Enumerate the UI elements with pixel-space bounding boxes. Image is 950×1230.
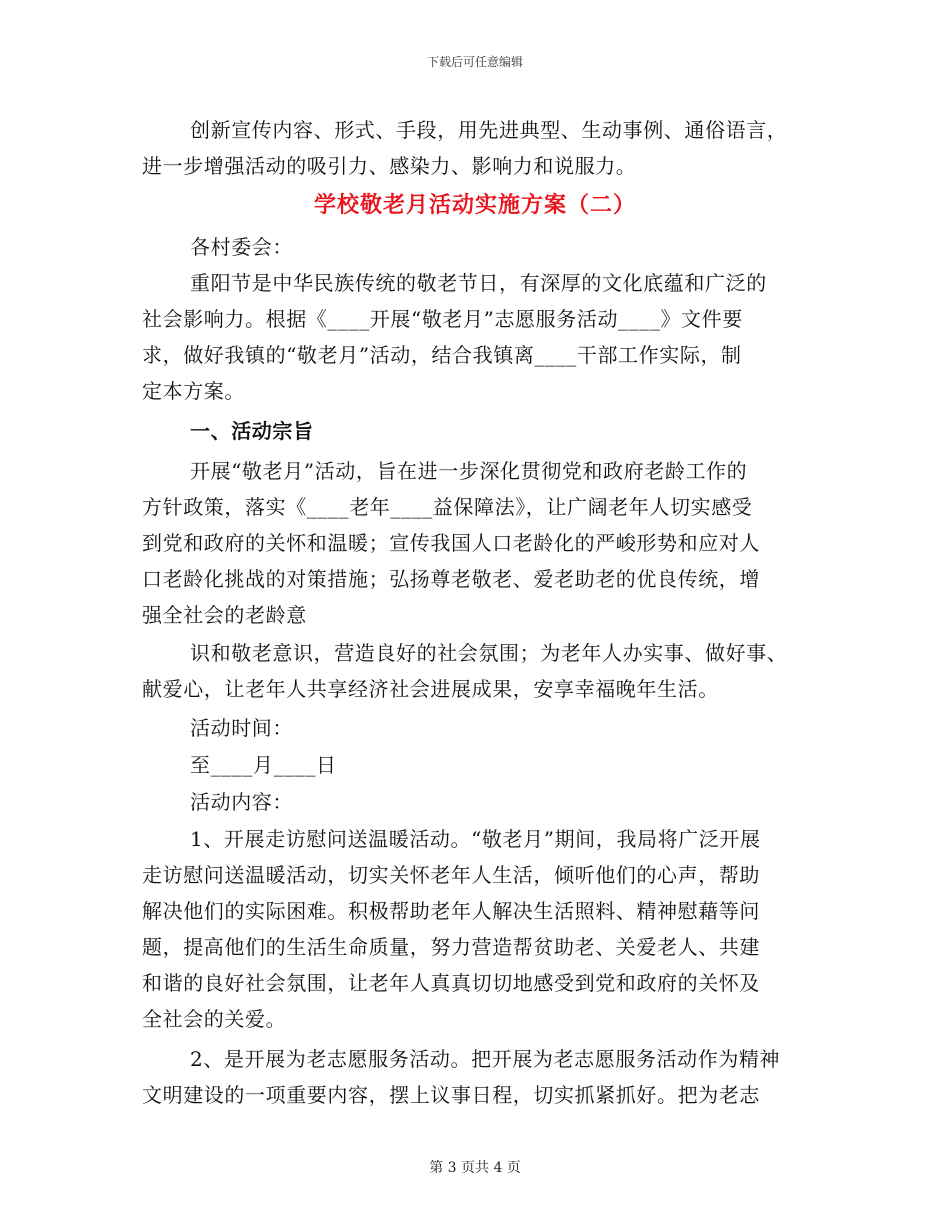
body-line: 口老龄化挑战的对策措施；弘扬尊老敬老、爱老助老的优良传统，增 bbox=[142, 567, 760, 591]
page-header: 下载后可任意编辑 bbox=[426, 55, 523, 69]
body-line: 献爱心，让老年人共享经济社会进展成果，安享幸福晚年生活。 bbox=[142, 677, 719, 701]
body-line: 走访慰问送温暖活动，切实关怀老年人生活，倾听他们的心声，帮助 bbox=[142, 863, 760, 887]
body-line: 求，做好我镇的“敬老月”活动，结合我镇离____干部工作实际，制 bbox=[142, 343, 742, 367]
body-line: 活动内容： bbox=[190, 790, 293, 814]
body-line: 进一步增强活动的吸引力、感染力、影响力和说服力。 bbox=[142, 154, 637, 178]
body-line: 2、是开展为老志愿服务活动。把开展为老志愿服务活动作为精神 bbox=[190, 1047, 781, 1071]
body-line: 到党和政府的关怀和温暖；宣传我国人口老龄化的严峻形势和应对人 bbox=[142, 531, 760, 555]
document-title: 学校敬老月活动实施方案（二） bbox=[313, 192, 636, 218]
body-line: 创新宣传内容、形式、手段，用先进典型、生动事例、通俗语言， bbox=[190, 118, 788, 142]
body-line: 重阳节是中华民族传统的敬老节日，有深厚的文化底蕴和广泛的 bbox=[190, 271, 767, 295]
body-line: 和谐的良好社会氛围，让老年人真真切切地感受到党和政府的关怀及 bbox=[142, 971, 760, 995]
body-line: 解决他们的实际困难。积极帮助老年人解决生活照料、精神慰藉等问 bbox=[142, 899, 760, 923]
body-line: 定本方案。 bbox=[142, 379, 245, 403]
body-line: 开展“敬老月”活动，旨在进一步深化贯彻党和政府老龄工作的 bbox=[190, 459, 748, 483]
body-line: 至____月____日 bbox=[190, 753, 337, 777]
body-line: 各村委会： bbox=[190, 235, 293, 259]
body-line: 文明建设的一项重要内容，摆上议事日程，切实抓紧抓好。把为老志 bbox=[142, 1083, 760, 1107]
body-line: 识和敬老意识，营造良好的社会氛围；为老年人办实事、做好事、 bbox=[190, 641, 788, 665]
body-line: 强全社会的老龄意 bbox=[142, 603, 307, 627]
body-line: 题，提高他们的生活生命质量，努力营造帮贫助老、关爱老人、共建 bbox=[142, 935, 760, 959]
body-line: 1、开展走访慰问送温暖活动。“敬老月”期间，我局将广泛开展 bbox=[190, 827, 761, 851]
page-footer: 第 3 页共 4 页 bbox=[429, 1160, 521, 1176]
body-line: 社会影响力。根据《____开展“敬老月”志愿服务活动____》文件要 bbox=[142, 307, 743, 331]
section-heading: 一、活动宗旨 bbox=[190, 419, 314, 443]
body-line: 方针政策，落实《____老年____益保障法》，让广阔老年人切实感受 bbox=[142, 495, 753, 519]
body-line: 活动时间： bbox=[190, 716, 293, 740]
body-line: 全社会的关爱。 bbox=[142, 1007, 287, 1031]
